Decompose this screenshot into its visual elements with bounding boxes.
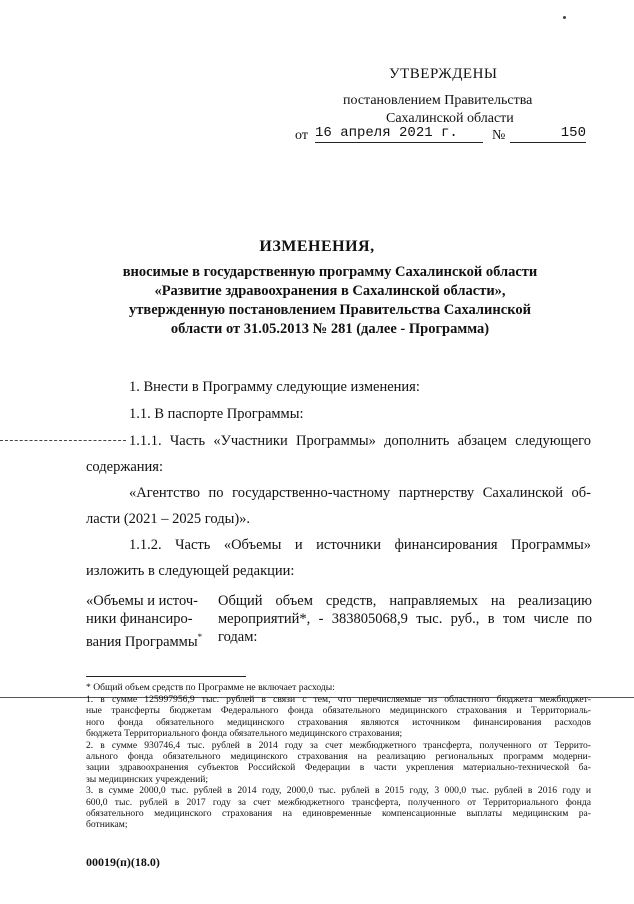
footnote-line: ального фонда обязательного медицинского страхования на реализацию региональных программ модерни- bbox=[86, 751, 591, 763]
document-code: 00019(п)(18.0) bbox=[86, 855, 160, 869]
paragraph-item-1-1-1-cont: содержания: bbox=[86, 459, 164, 475]
footnote-line: зации здравоохранения субъектов Российской Федерации в части укрепления материально-технической ба- bbox=[86, 762, 591, 774]
approved-by-line: Сахалинской области bbox=[386, 111, 514, 126]
footnote-line: обязательного медицинского страхования на единовременные компенсационные выплаты медицинским ра- bbox=[86, 808, 591, 820]
date-prefix: от bbox=[295, 128, 308, 143]
footnote-line: 600,0 тыс. рублей в 2017 году за счет межбюджетного трансферта, полученного от Территориального фонда bbox=[86, 796, 591, 808]
footnote-mark: * bbox=[197, 632, 203, 642]
paragraph-item-1-1-2: 1.1.2. Часть «Объемы и источники финансирования Программы» bbox=[129, 537, 591, 553]
financing-value-line: Общий объем средств, направляемых на реализацию bbox=[218, 593, 592, 609]
scan-fold-line bbox=[0, 440, 126, 441]
financing-label-line: ники финансиро- bbox=[86, 611, 193, 627]
financing-value-line: мероприятий*, - 383805068,9 тыс. руб., в том числе по bbox=[218, 611, 592, 627]
financing-label-line: вания Программы* bbox=[86, 632, 203, 650]
paragraph-item-1: 1. Внести в Программу следующие изменения: bbox=[129, 379, 420, 395]
decree-date: 16 апреля 2021 г. bbox=[315, 125, 483, 143]
approved-heading: УТВЕРЖДЕНЫ bbox=[389, 66, 498, 82]
financing-label-cell bbox=[86, 592, 218, 651]
footnote-line: 2. в сумме 930746,4 тыс. рублей в 2014 году за счет межбюджетного трансферта, полученного от Террито- bbox=[86, 739, 591, 751]
footnote-line: ботникам; bbox=[86, 819, 128, 831]
financing-value-cell bbox=[218, 592, 592, 646]
footnote-line: ного фонда обязательного медицинского страхования являются источником финансирования расходов bbox=[86, 716, 591, 728]
footnote-line: 3. в сумме 2000,0 тыс. рублей в 2014 году, 2000,0 тыс. рублей в 2015 году, 3 000,0 тыс. рублей в 2016 году и bbox=[86, 785, 591, 797]
paragraph-item-1-1: 1.1. В паспорте Программы: bbox=[129, 406, 304, 422]
footnote-line: ные трансферты бюджетам Федерального фонда обязательного медицинского страхования и Территориаль- bbox=[86, 705, 591, 717]
scan-speck bbox=[563, 16, 566, 19]
paragraph-item-1-1-2-cont: изложить в следующей редакции: bbox=[86, 563, 295, 579]
footnote-line: бюджета Территориального фонда обязательного медицинского страхования; bbox=[86, 728, 403, 740]
approved-by-line: постановлением Правительства bbox=[343, 93, 533, 108]
footnote-line: 1. в сумме 125997956,9 тыс. рублей в связи с тем, что перечисляемые из областного бюджета межбюджет- bbox=[86, 694, 591, 705]
subtitle-line: области от 31.05.2013 № 281 (далее - Программа) bbox=[170, 321, 490, 337]
financing-label-line: «Объемы и источ- bbox=[86, 593, 198, 609]
quote-paragraph: «Агентство по государственно-частному партнерству Сахалинской об- bbox=[129, 485, 591, 501]
footnote-text bbox=[86, 694, 591, 831]
decree-number: 150 bbox=[510, 125, 586, 143]
subtitle-line: «Развитие здравоохранения в Сахалинской области», bbox=[154, 283, 506, 299]
paragraph-item-1-1-1: 1.1.1. Часть «Участники Программы» дополнить абзацем следующего bbox=[129, 433, 591, 449]
subtitle-line: утвержденную постановлением Правительства Сахалинской bbox=[129, 302, 531, 318]
number-prefix: № bbox=[492, 128, 506, 143]
footnote-separator bbox=[86, 676, 246, 677]
financing-value-line: годам: bbox=[218, 629, 258, 645]
quote-paragraph-cont: ласти (2021 – 2025 годы)». bbox=[86, 511, 251, 527]
document-title: ИЗМЕНЕНИЯ, bbox=[259, 238, 375, 255]
subtitle-line: вносимые в государственную программу Сахалинской области bbox=[122, 264, 538, 280]
footnote-line: зы медицинских учреждений; bbox=[86, 773, 209, 785]
footnote-intro: * Общий объем средств по Программе не включает расходы: bbox=[86, 682, 335, 693]
document-subtitle bbox=[100, 263, 560, 339]
